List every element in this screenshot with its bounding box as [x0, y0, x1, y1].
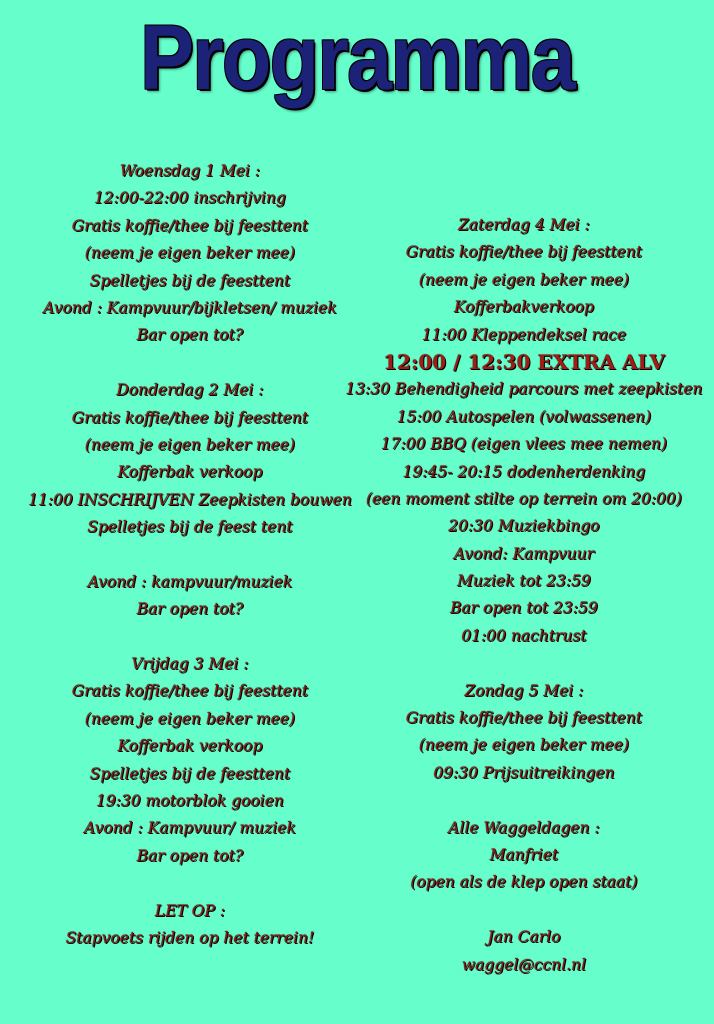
schedule-line: 15:00 Autospelen (volwassenen): [396, 407, 652, 426]
highlight-extra-alv: 12:00 / 12:30 EXTRA ALV: [383, 349, 665, 374]
contact-name: Jan Carlo: [487, 928, 561, 947]
contact-email: waggel@ccnl.nl: [461, 955, 587, 974]
schedule-line: 12:00-22:00 inschrijving: [94, 189, 286, 208]
spacer-line: [0, 624, 380, 651]
schedule-line: (neem je eigen beker mee): [418, 270, 630, 289]
schedule-line: Bar open tot?: [136, 846, 244, 865]
day-heading-thursday: Donderdag 2 Mei :: [116, 381, 264, 400]
schedule-line: Kofferbak verkoop: [117, 463, 263, 482]
schedule-line: Manfriet: [489, 845, 559, 864]
schedule-line: (neem je eigen beker mee): [84, 435, 296, 454]
notice-text: Stapvoets rijden op het terrein!: [65, 928, 315, 947]
schedule-line: Avond: Kampvuur: [453, 544, 595, 563]
day-heading-friday: Vrijdag 3 Mei :: [131, 655, 249, 674]
day-heading-sunday: Zondag 5 Mei :: [464, 681, 584, 700]
schedule-line: (open als de klep open staat): [410, 873, 638, 892]
schedule-line: Bar open tot?: [136, 326, 244, 345]
all-days-heading: Alle Waggeldagen :: [448, 818, 600, 837]
schedule-line: Gratis koffie/thee bij feesttent: [405, 243, 643, 262]
schedule-line: 09:30 Prijsuitreikingen: [433, 763, 615, 782]
schedule-line: (neem je eigen beker mee): [418, 736, 630, 755]
spacer-line: [334, 897, 714, 924]
schedule-line: Kofferbak verkoop: [117, 737, 263, 756]
schedule-line: Avond : Kampvuur/ muziek: [84, 819, 296, 838]
schedule-line: (een moment stilte op terrein om 20:00): [366, 489, 682, 508]
schedule-line: (neem je eigen beker mee): [84, 244, 296, 263]
schedule-line: Kofferbakverkoop: [454, 298, 594, 317]
schedule-line: Gratis koffie/thee bij feesttent: [71, 408, 309, 427]
page-title: Programma: [139, 7, 575, 109]
day-heading-saturday: Zaterdag 4 Mei :: [458, 216, 590, 234]
schedule-line: 20:30 Muziekbingo: [448, 517, 600, 536]
schedule-line: Avond : Kampvuur/bijkletsen/ muziek: [43, 298, 337, 317]
spacer-line: [334, 787, 714, 814]
schedule-line: Muziek tot 23:59: [457, 572, 591, 591]
spacer-line: [0, 870, 380, 897]
schedule-line: Gratis koffie/thee bij feesttent: [405, 709, 643, 728]
schedule-line: 13:30 Behendigheid parcours met zeepkisten: [345, 380, 703, 399]
schedule-line: Spelletjes bij de feest tent: [87, 518, 293, 537]
schedule-line: Bar open tot 23:59: [450, 599, 598, 618]
spacer-line: [334, 650, 714, 677]
spacer-line: [0, 350, 380, 377]
day-heading-wednesday: Woensdag 1 Mei :: [119, 162, 261, 180]
schedule-line: (neem je eigen beker mee): [84, 709, 296, 728]
left-schedule-column: [0, 158, 380, 952]
schedule-line: 01:00 nachtrust: [461, 626, 587, 645]
schedule-line: Gratis koffie/thee bij feesttent: [71, 216, 309, 235]
schedule-line: Spelletjes bij de feesttent: [89, 764, 291, 783]
schedule-line: 11:00 INSCHRIJVEN Zeepkisten bouwen: [28, 490, 352, 509]
schedule-line: 19:45- 20:15 dodenherdenking: [402, 462, 646, 481]
schedule-line: 19:30 motorblok gooien: [96, 791, 284, 810]
schedule-line: 17:00 BBQ (eigen vlees mee nemen): [380, 435, 668, 454]
notice-heading: LET OP :: [154, 901, 226, 920]
schedule-line: 11:00 Kleppendeksel race: [421, 325, 627, 344]
schedule-line: Avond : kampvuur/muziek: [87, 572, 293, 591]
spacer-line: [0, 541, 380, 568]
schedule-line: Bar open tot?: [136, 600, 244, 619]
right-schedule-column: [334, 212, 714, 979]
schedule-line: Spelletjes bij de feesttent: [89, 271, 291, 290]
schedule-line: Gratis koffie/thee bij feesttent: [71, 682, 309, 701]
